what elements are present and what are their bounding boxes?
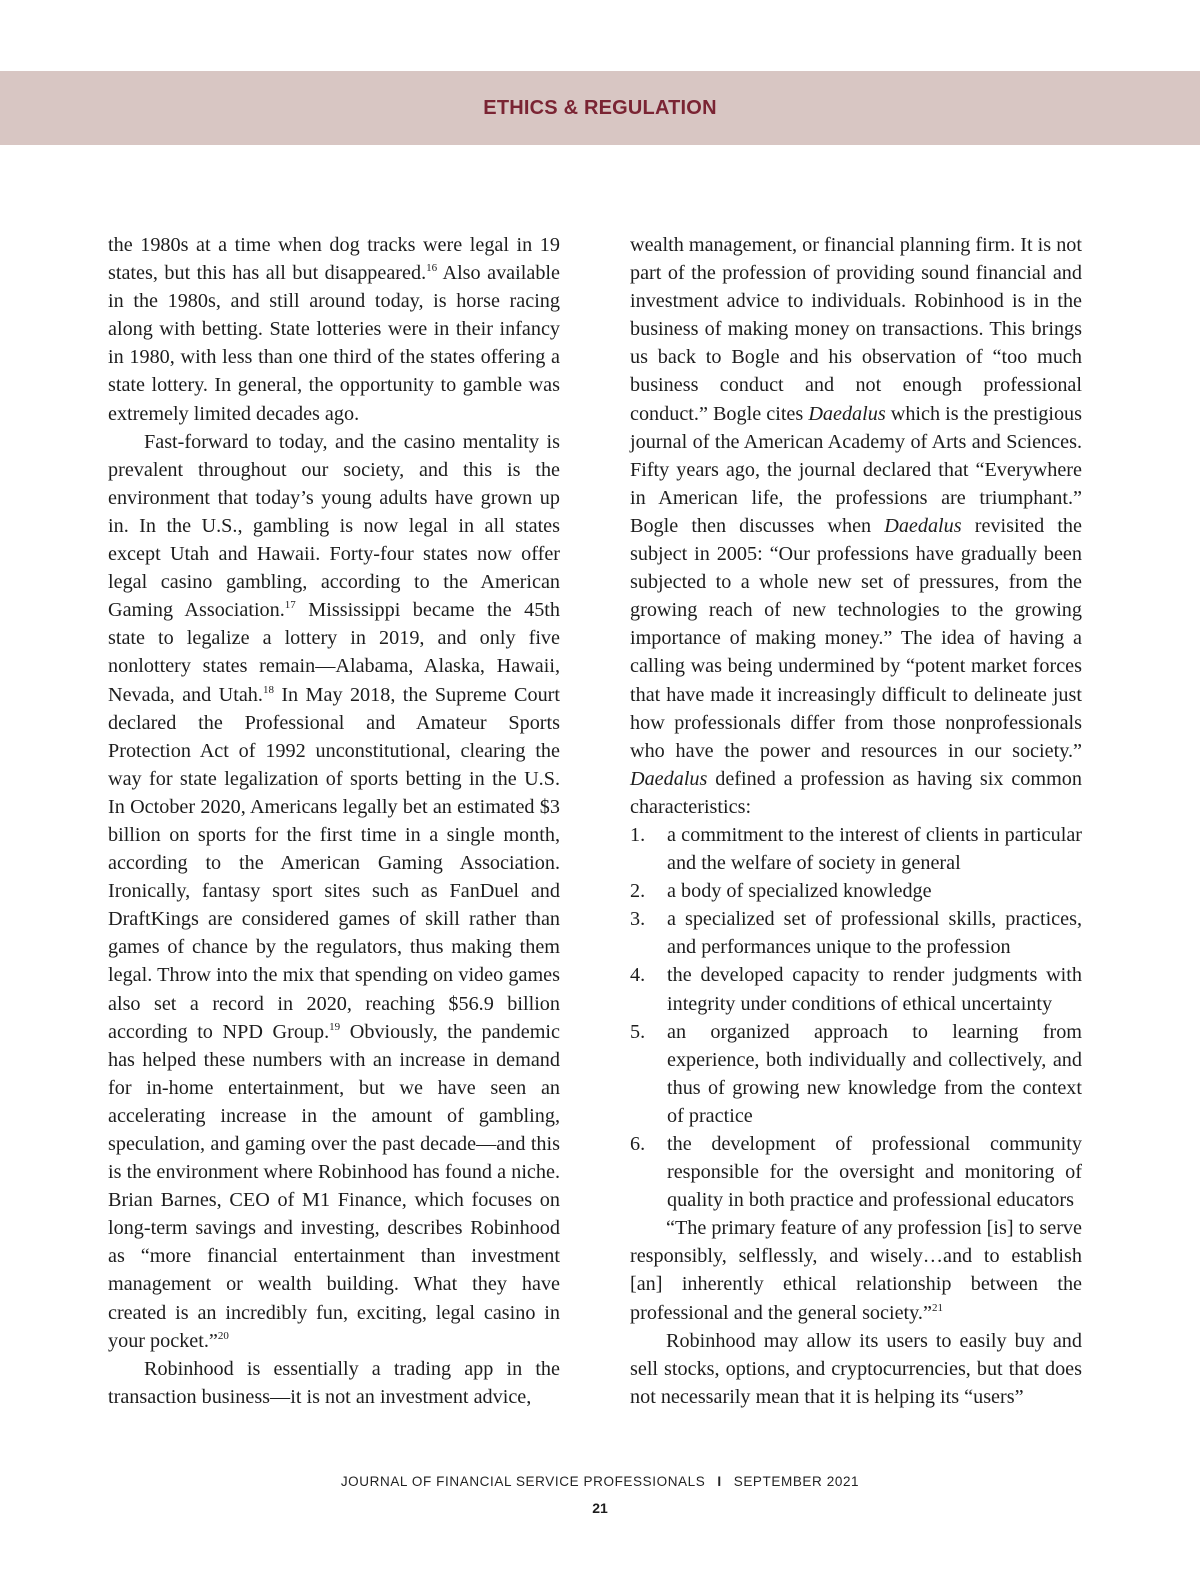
footnote-ref: 19: [329, 1020, 341, 1033]
list-item: [630, 1018, 1082, 1130]
text-run: Mississippi became the 45th state to legalize a lottery in 2019, and only five nonlottery states remain—Alabama, Alaska, Hawaii, Nevada, and Utah.: [108, 599, 560, 706]
journal-title-italic: Daedalus: [630, 767, 708, 790]
characteristics-list: [630, 821, 1082, 1214]
list-item: [630, 821, 1082, 877]
text-run: the 1980s at a time when dog tracks were legal in 19 states, but this has all but disappeared.: [108, 234, 560, 285]
footer-separator: I: [717, 1474, 722, 1489]
journal-name: JOURNAL OF FINANCIAL SERVICE PROFESSIONALS: [340, 1474, 706, 1489]
text-run: Fast-forward to today, and the casino mentality is prevalent throughout our society, and this is the environment that today’s young adults have grown up in. In the U.S., gambling is now legal in all states except Utah and Hawaii. Forty-four states now offer legal casino gambling, according to the American Gaming Association.: [108, 430, 560, 622]
footnote-ref: 16: [426, 262, 438, 275]
paragraph: [108, 231, 560, 428]
list-number: 6.: [630, 1133, 646, 1155]
footnote-ref: 17: [284, 599, 296, 612]
paragraph: [108, 1355, 560, 1411]
paragraph: [630, 1214, 1082, 1326]
right-column: [630, 231, 1082, 1411]
footnote-ref: 21: [931, 1301, 943, 1314]
footnote-ref: 20: [217, 1329, 229, 1342]
text-run: defined a profession as having six common characteristics:: [630, 767, 1082, 818]
section-banner: [0, 71, 1200, 145]
list-text: a commitment to the interest of clients in particular and the welfare of society in general: [667, 823, 1082, 875]
issue-date: SEPTEMBER 2021: [733, 1474, 860, 1489]
paragraph: [630, 1327, 1082, 1411]
paragraph: [630, 231, 1082, 821]
text-run: Robinhood may allow its users to easily buy and sell stocks, options, and cryptocurrencies, but that does not necessarily mean that it is helping its “users”: [630, 1329, 1082, 1408]
page-number: 21: [592, 1500, 608, 1516]
text-run: wealth management, or financial planning firm. It is not part of the profession of providing sound financial and investment advice to individuals. Robinhood is in the business of making money on transactions. This brings us back to Bogle and his observation of “too much business conduct and not enough professional conduct.” Bogle cites: [630, 234, 1082, 425]
list-text: a body of specialized knowledge: [667, 880, 932, 903]
text-run: “The primary feature of any profession [is] to serve responsibly, selflessly, and wisely…and to establish [an] inherently ethical relationship between the professional and the general society.”: [630, 1217, 1082, 1324]
list-text: the development of professional community responsible for the oversight and monitoring of quality in both practice and professional educators: [667, 1133, 1082, 1212]
list-item: [630, 1130, 1082, 1214]
left-column: [108, 231, 560, 1411]
text-run: In May 2018, the Supreme Court declared the Professional and Amateur Sports Protection Act of 1992 unconstitutional, clearing the way for state legalization of sports betting in the U.S. In October 2020, Americans legally bet an estimated $3 billion on sports for the first time in a single month, according to the American Gaming Association. Ironically, fantasy sport sites such as FanDuel and DraftKings are considered games of skill rather than games of chance by the regulators, thus making them legal. Throw into the mix that spending on video games also set a record in 2020, reaching $56.9 billion according to NPD Group.: [108, 683, 560, 1043]
section-title: ETHICS & REGULATION: [483, 96, 717, 119]
list-number: 4.: [630, 964, 646, 987]
text-run: Robinhood is essentially a trading app in the transaction business—it is not an investment advice,: [108, 1357, 560, 1408]
list-number: 5.: [630, 1020, 646, 1043]
text-run: Also available in the 1980s, and still around today, is horse racing along with betting. State lotteries were in their infancy in 1980, with less than one third of the states offering a state lottery. In general, the opportunity to gamble was extremely limited decades ago.: [108, 262, 560, 425]
list-item: [630, 877, 1082, 905]
paragraph: [108, 428, 560, 1355]
list-item: [630, 961, 1082, 1017]
text-run: which is the prestigious journal of the American Academy of Arts and Sciences. Fifty years ago, the journal declared that “Everywhere in American life, the professions are triumphant.” Bogle then discusses when: [630, 402, 1082, 537]
text-run: revisited the subject in 2005: “Our professions have gradually been subjected to a whole new set of pressures, from the growing reach of new technologies to the growing importance of making money.” The idea of having a calling was being undermined by “potent market forces that have made it increasingly difficult to delineate just how professionals differ from those nonprofessionals who have the power and resources in our society.”: [630, 514, 1082, 762]
list-text: a specialized set of professional skills, practices, and performances unique to the profession: [667, 908, 1082, 959]
list-text: an organized approach to learning from experience, both individually and collectively, and thus of growing new knowledge from the context of practice: [667, 1020, 1082, 1127]
list-number: 1.: [630, 823, 646, 846]
footnote-ref: 18: [262, 683, 274, 696]
text-run: Obviously, the pandemic has helped these numbers with an increase in demand for in-home entertainment, but we have seen an accelerating increase in the amount of gambling, speculation, and gaming over the past decade—and this is the environment where Robinhood has found a niche. Brian Barnes, CEO of M1 Finance, which focuses on long-term savings and investing, describes Robinhood as “more financial entertainment than investment management or wealth building. What they have created is an incredibly fun, exciting, legal casino in your pocket.”: [108, 1020, 560, 1352]
journal-title-italic: Daedalus: [808, 402, 886, 425]
page-footer: [0, 1474, 1200, 1489]
journal-title-italic: Daedalus: [884, 514, 962, 537]
list-number: 3.: [630, 908, 646, 931]
list-number: 2.: [630, 880, 646, 903]
list-text: the developed capacity to render judgments with integrity under conditions of ethical uncertainty: [667, 964, 1082, 1015]
list-item: [630, 905, 1082, 961]
